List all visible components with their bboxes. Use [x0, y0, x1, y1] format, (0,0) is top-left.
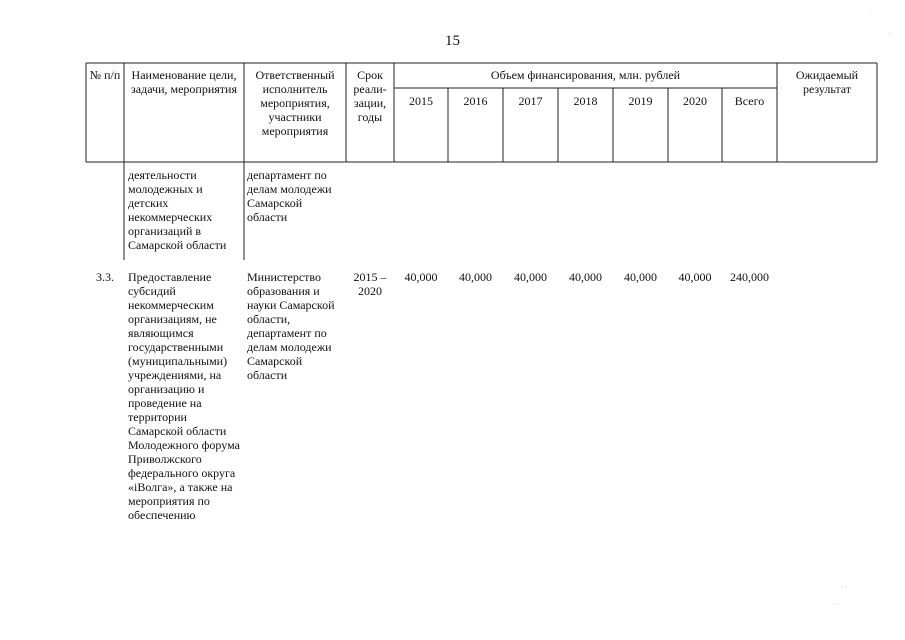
- value-cell: 40,000: [569, 270, 602, 284]
- value-cell: 40,000: [514, 270, 547, 284]
- scan-speck: ·: [868, 8, 871, 17]
- row-term: 2015 – 2020: [353, 270, 387, 298]
- scan-speck: ·: [888, 30, 891, 39]
- scan-speck: · ·: [840, 583, 848, 592]
- row-executor: Министерство образования и науки Самарской области, департамент по делам молодежи Самарской области: [247, 270, 335, 382]
- value-cell: 40,000: [459, 270, 492, 284]
- total-header: Всего: [734, 94, 765, 108]
- year-header: 2017: [518, 94, 543, 108]
- scan-speck: · ·: [832, 600, 840, 609]
- row-num: 3.3.: [96, 270, 114, 284]
- row-name: деятельности молодежных и детских некоммерческих организаций в Самарской области: [128, 168, 227, 252]
- row-executor: департамент по делам молодежи Самарской области: [247, 168, 332, 224]
- value-cell: 40,000: [678, 270, 712, 284]
- year-header: 2015: [409, 94, 433, 108]
- row-name: Предоставление субсидий некоммерческим организациям, не являющимся государственными (муниципальными) учреждениями, на организацию и проведение на территории Самарской области Молодежного форума Приволжского федерального округа «iВолга», а также на мероприятия по обеспечению: [128, 270, 240, 522]
- header-name: Наименование цели, задачи, мероприятия: [131, 68, 237, 96]
- value-cell: 40,000: [624, 270, 657, 284]
- header-executor: Ответственный исполнитель мероприятия, участники мероприятия: [255, 68, 335, 138]
- value-cell: 40,000: [404, 270, 438, 284]
- year-header: 2018: [573, 94, 598, 108]
- header-term: Срок реали-зации, годы: [353, 68, 387, 124]
- total-cell: 240,000: [730, 270, 769, 284]
- header-num: № п/п: [89, 68, 121, 82]
- year-header: 2016: [463, 94, 488, 108]
- header-funding: Объем финансирования, млн. рублей: [490, 68, 681, 82]
- year-header: 2019: [628, 94, 653, 108]
- year-header: 2020: [683, 94, 707, 108]
- page-number: 15: [445, 33, 460, 49]
- header-result: Ожидаемый результат: [795, 68, 859, 96]
